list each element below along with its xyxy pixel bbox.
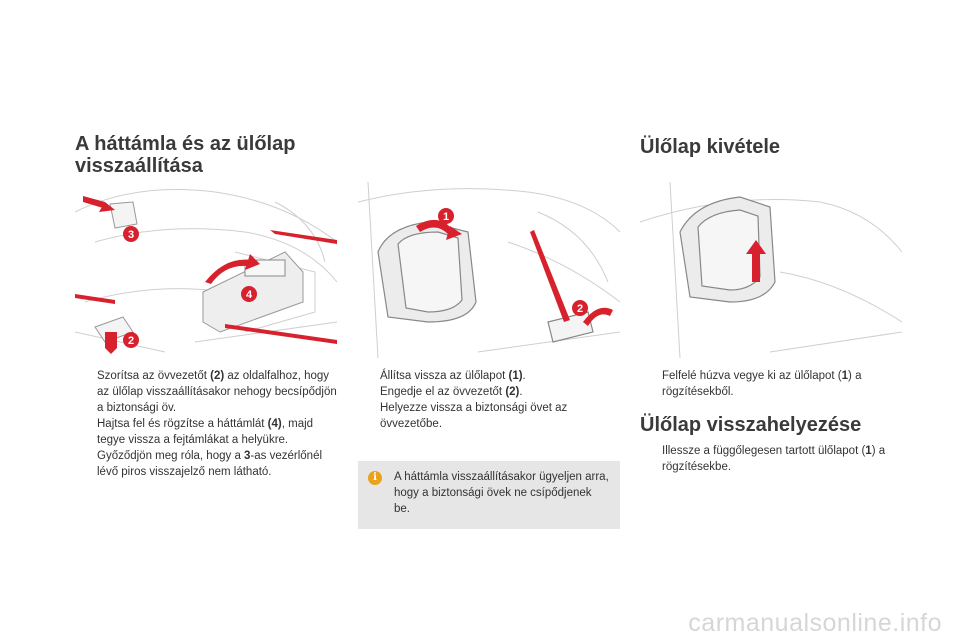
list-item: Állítsa vissza az ülőlapot (1). xyxy=(380,370,526,382)
steps-list-remove-cushion xyxy=(640,368,902,400)
watermark: carmanualsonline.info xyxy=(688,609,942,637)
callout-4 xyxy=(241,286,257,302)
info-icon: i xyxy=(368,471,382,485)
section-title-remove-cushion: Ülőlap kivétele xyxy=(640,136,781,158)
list-item: Szorítsa az övvezetőt (2) az oldalfalhoz, hogy az ülőlap visszaállításakor nehogy becsípődjön a biztonsági öv. xyxy=(97,370,337,414)
illustration-cushion-restore xyxy=(358,182,620,358)
list-item: Győződjön meg róla, hogy a 3-as vezérlőnél lévő piros visszajelző nem látható. xyxy=(97,450,323,478)
callout-1 xyxy=(438,208,454,224)
info-note xyxy=(358,461,620,529)
callout-2 xyxy=(572,300,588,316)
callout-3 xyxy=(123,226,139,242)
info-note-text: A háttámla visszaállításakor ügyeljen arra, hogy a biztonsági övek ne csípődjenek be. xyxy=(394,471,609,515)
svg-text:2: 2 xyxy=(576,303,584,315)
list-item: Felfelé húzva vegye ki az ülőlapot (1) a rögzítésekből. xyxy=(662,370,862,398)
steps-list-restore xyxy=(75,368,337,480)
steps-list-cushion-restore xyxy=(358,368,620,432)
svg-text:4: 4 xyxy=(245,289,253,301)
list-item: Illessze a függőlegesen tartott ülőlapot (1) a rögzítésekbe. xyxy=(662,445,886,473)
svg-text:3: 3 xyxy=(127,229,135,241)
illustration-backrest-restore xyxy=(75,182,337,358)
svg-text:2: 2 xyxy=(127,335,135,347)
svg-text:1: 1 xyxy=(442,211,450,223)
illustration-cushion-removal xyxy=(640,182,902,358)
steps-list-refit-cushion xyxy=(640,443,902,475)
section-title-refit-cushion: Ülőlap visszahelyezése xyxy=(640,414,862,436)
section-title-restore: A háttámla és az ülőlap visszaállítása xyxy=(75,133,296,177)
list-item: Engedje el az övvezetőt (2). xyxy=(380,386,523,398)
list-item: Hajtsa fel és rögzítse a háttámlát (4), majd tegye vissza a fejtámlákat a helyükre. xyxy=(97,418,314,446)
list-item: Helyezze vissza a biztonsági övet az övvezetőbe. xyxy=(380,402,568,430)
callout-2 xyxy=(123,332,139,348)
